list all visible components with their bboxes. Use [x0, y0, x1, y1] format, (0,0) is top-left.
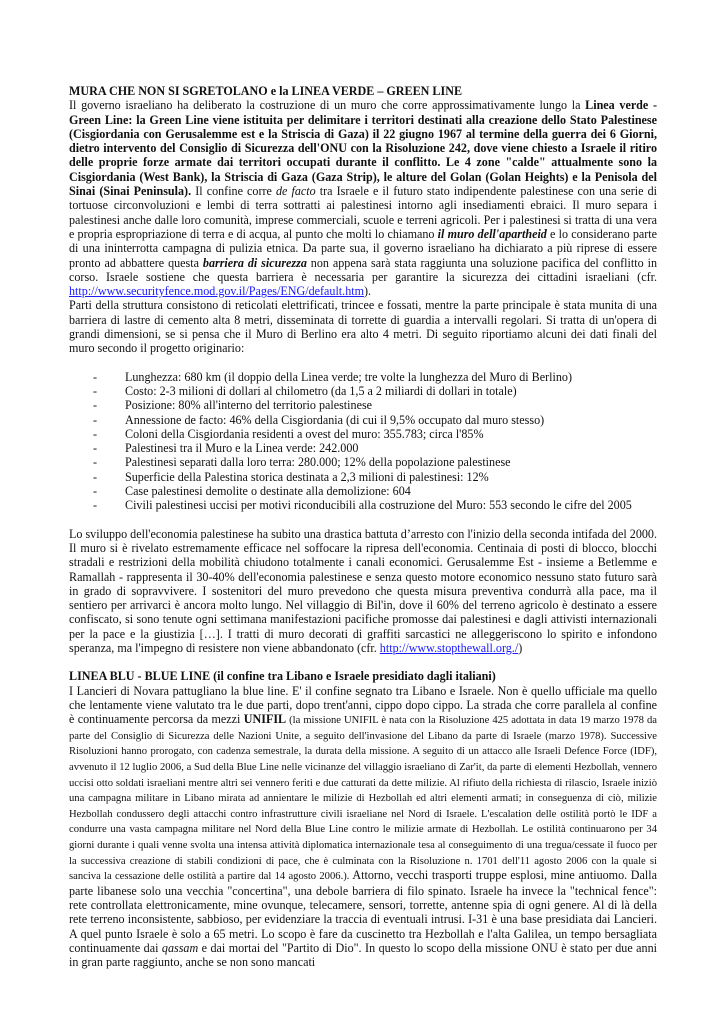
section-spacer — [69, 655, 657, 669]
section-title-green-line: MURA CHE NON SI SGRETOLANO e la LINEA VERDE – GREEN LINE — [69, 84, 463, 98]
section-title-blue-line: LINEA BLU - BLUE LINE (il confine tra Libano e Israele presidiato dagli italiani) — [69, 669, 496, 684]
list-item: - Lunghezza: 680 km (il doppio della Linea verde; tre volte la lunghezza del Muro di Berlino) — [93, 369, 572, 384]
unifil-note: (la missione UNIFIL è nata con la Risoluzione 425 adottata in data 19 marzo 1978 da parte del Consiglio di Sicurezza delle Nazioni Unite, a seguito dell'invasione del Libano da parte di Israele (marzo 1978). Successive Risoluzioni hanno prorogato, con cadenza semestrale, la durata della missione. A seguito di un attacco alle Israeli Defence Force (IDF), avvenuto il 12 luglio 2006, a Sud della Blue Line nelle vicinanze del villaggio israeliano di Zar'it, da parte di elementi Hezbollah, vennero uccisi otto soldati israeliani mentre altri sei vennero feriti e due catturati da dette milizie. Al rifiuto della richiesta di rilascio, Israele iniziò una campagna militare in Libano mirata ad annientare le milizie di Hezbollah ed altri elementi armati; in conseguenza di ciò, milizie Hezbollah condussero degli attacchi contro infrastrutture civili israeliane nel Nord di Israele. L'escalation delle ostilità portò le IDF a condurre una vasta campagna militare nel Nord della Blue Line contro le milizie armate di Hezbollah. Le ostilità continuarono per 34 giorni durante i quali venne svolta una intensa attività diplomatica internazionale tesa al conseguimento di una tregua/cessate il fuoco per la successiva creazione di stabili condizioni di pace, che è culminata con la Risoluzione n. 1701 dell'11 agosto 2006 con la quale si sanciva la cessazione delle ostilità a partire dal 14 agosto 2006.). — [69, 715, 657, 883]
list-item: - Annessione de facto: 46% della Cisgiordania (di cui il 9,5% occupato dal muro stesso) — [93, 412, 545, 427]
paragraph-economy: Lo sviluppo dell'economia palestinese ha subito una drastica battuta d’arresto con l'inizio della seconda intifada del 2000. Il muro si è rivelato estremamente efficace nel soffocare la ripresa dell'economia. Centinaia di posti di blocco, blocchi stradali e restrizioni della mobilità chiudono totalmente i canali economici. Gerusalemme Est - insieme a Betlemme e Ramallah - rappresenta il 30-40% dell'economia palestinese e senza questo motore economico nessuno stato futuro sarà in grado di sopravvivere. I sostenitori del muro prevedono che questa misura preventiva condurrà alla pace, ma il sentiero per arrivarci è ancora molto lungo. Nel villaggio di Bil'in, dove il 60% del terreno agricolo è destinato a essere confiscato, si sono tenute ogni settimana manifestazioni pacifiche promosse dai palestinesi e dagli attivisti internazionali per la pace e la giustizia […]. I tratti di muro decorati di graffiti sarcastici ne alleggeriscono lo spirito e infondono speranza, ma l'impegno di resistere non viene abbandonato (cfr. http://www.stopthewall.org./) — [69, 526, 657, 655]
list-item: - Superficie della Palestina storica destinata a 2,3 milioni di palestinesi: 12% — [93, 469, 489, 484]
list-item: - Civili palestinesi uccisi per motivi riconducibili alla costruzione del Muro: 553 secondo le cifre del 2005 — [93, 498, 632, 513]
securityfence-link[interactable]: http://www.securityfence.mod.gov.il/Pages/ENG/default.htm — [69, 284, 365, 299]
paragraph-wall-structure: Parti della struttura consistono di reticolati elettrificati, trincee e fossati, mentre la parte principale è stata munita di una barriera di lastre di cemento alta 8 metri, disseminata di torrette di guardia a intervalli regolari. Si tratta di un'opera di grandi dimensioni, se si pensa che il Muro di Berlino era alto 4 metri. Di seguito riportiamo alcuni dei dati finali del muro secondo il progetto originario: — [69, 298, 657, 356]
list-item: - Coloni della Cisgiordania residenti a ovest del muro: 355.783; circa l'85% — [93, 426, 484, 441]
list-item: - Palestinesi separati dalla loro terra: 280.000; 12% della popolazione palestinese — [93, 455, 511, 470]
document-page — [69, 84, 657, 969]
stopthewall-link[interactable]: http://www.stopthewall.org./ — [379, 640, 519, 655]
list-item: - Palestinesi tra il Muro e la Linea verde: 242.000 — [93, 441, 359, 456]
list-item: - Case palestinesi demolite o destinate alla demolizione: 604 — [93, 484, 411, 499]
paragraph-green-line-intro: Il governo israeliano ha deliberato la costruzione di un muro che corre approssimativamente lungo la Linea verde - Green Line: la Green Line viene istituita per delimitare i territori destinati alla creazione dello Stato Palestinese (Cisgiordania con Gerusalemme est e la Striscia di Gaza) il 22 giugno 1967 al termine della guerra dei 6 Giorni, dietro intervento del Consiglio di Sicurezza dell'ONU con la Risoluzione 242, dove viene chiesto a Israele il ritiro delle proprie forze armate dai territori occupati durante il conflitto. Le 4 zone "calde" attualmente sono la Cisgiordania (West Bank), la Striscia di Gaza (Gaza Strip), le alture del Golan (Golan Heights) e la Penisola del Sinai (Sinai Peninsula). Il confine corre de facto tra Israele e il futuro stato indipendente palestinese con una serie di tortuose circonvoluzioni e lembi di terra sottratti ai palestinesi intorno agli insediamenti ebraici. Il muro separa i palestinesi anche dalle loro comunità, imprese commerciali, scuole e terreni agricoli. Per i palestinesi si tratta di una vera e propria espropriazione di terra e di acqua, al punto che molti lo chiamano il muro dell'apartheid e lo considerano parte di una ininterrotta campagna di pulizia etnica. Da parte sua, il governo israeliano ha dichiarato a più riprese di essere pronto ad abbattere questa barriera di sicurezza non appena sarà stata raggiunta una soluzione pacifica del conflitto in corso. Israele sostiene che questa barriera è necessaria per garantire la sicurezza dei cittadini israeliani (cfr. http://www.securityfence.mod.gov.il/Pages/ENG/default.htm). — [69, 98, 658, 299]
wall-data-list — [69, 370, 657, 513]
list-item: - Posizione: 80% all'interno del territorio palestinese — [93, 398, 373, 413]
paragraph-blue-line: I Lancieri di Novara pattugliano la blue line. E' il confine segnato tra Libano e Israele. Non è quello ufficiale ma quello che lentamente viene valutato tra le due parti, dopo trent'anni, cippo dopo cippo. La strada che corre parallela al confine è continuamente percorsa da mezzi UNIFIL (la missione UNIFIL è nata con la Risoluzione 425 adottata in data 19 marzo 1978 da parte del Consiglio di Sicurezza delle Nazioni Unite, a seguito dell'invasione del Libano da parte di Israele (marzo 1978). Successive Risoluzioni hanno prorogato, con cadenza semestrale, la durata della missione. A seguito di un attacco alle Israeli Defence Force (IDF), avvenuto il 12 luglio 2006, a Sud della Blue Line nelle vicinanze del villaggio israeliano di Zar'it, da parte di elementi Hezbollah, vennero uccisi otto soldati israeliani mentre altri sei vennero feriti e due catturati da dette milizie. Al rifiuto della richiesta di rilascio, Israele iniziò una campagna militare in Libano mirata ad annientare le milizie di Hezbollah ed altri elementi armati; in conseguenza di ciò, milizie Hezbollah condussero degli attacchi contro infrastrutture civili israeliane nel Nord di Israele. L'escalation delle ostilità portò le IDF a condurre una vasta campagna militare nel Nord della Blue Line contro le milizie armate di Hezbollah. Le ostilità continuarono per 34 giorni durante i quali venne svolta una intensa attività diplomatica internazionale tesa al conseguimento di una tregua/cessate il fuoco per la successiva creazione di stabili condizioni di pace, che è culminata con la Risoluzione n. 1701 dell'11 agosto 2006 con la quale si sanciva la cessazione delle ostilità a partire dal 14 agosto 2006.). Attorno, vecchi trasporti truppe esplosi, mine antiuomo. Dalla parte libanese solo una vecchia "concertina", una debole barriera di filo spinato. Israele ha invece la "technical fence": rete controllata elettronicamente, mine ovunque, telecamere, sensori, torrette, antenne spia di ogni genere. Al di là della rete terreno inconsistente, sabbioso, per evidenziare la traccia di eventuali intrusi. I-31 è una base presidiata dai Lancieri. A quel punto Israele è solo a 65 metri. Lo scopo è fare da cuscinetto tra Hezbollah e l'alta Galilea, un tempo bersagliata continuamente dai qassam e dai mortai del "Partito di Dio". In questo lo scopo della missione ONU è stato per due anni in gran parte raggiunto, anche se non sono mancati — [69, 683, 657, 970]
list-item: - Costo: 2-3 milioni di dollari al chilometro (da 1,5 a 2 miliardi di dollari in totale) — [93, 383, 517, 398]
